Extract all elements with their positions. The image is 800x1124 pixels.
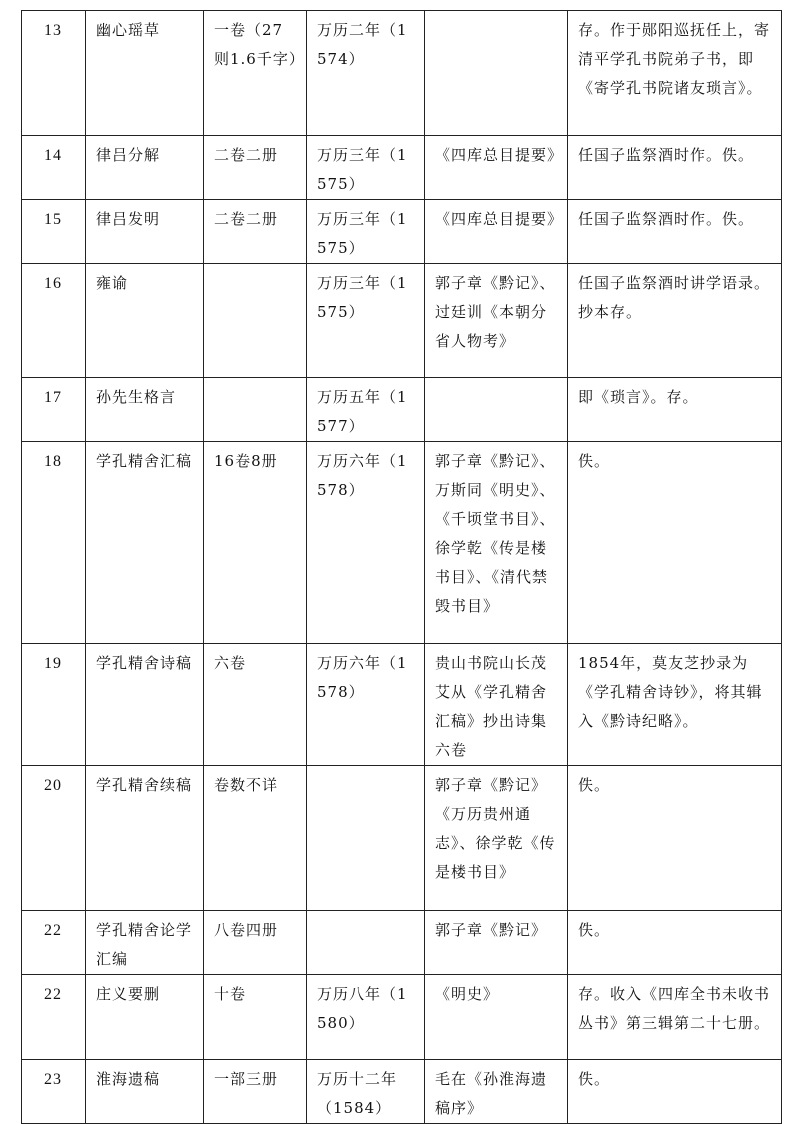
row-number: 18 (22, 442, 86, 644)
composition-date (307, 911, 425, 975)
source-reference: 贵山书院山长茂艾从《学孔精舍汇稿》抄出诗集六卷 (425, 644, 568, 766)
composition-date: 万历八年（1580） (307, 975, 425, 1060)
composition-date: 万历十二年（1584） (307, 1060, 425, 1124)
table-row (22, 136, 782, 200)
composition-date (307, 766, 425, 911)
source-reference: 郭子章《黔记》、过廷训《本朝分省人物考》 (425, 264, 568, 378)
row-number: 17 (22, 378, 86, 442)
work-title: 幽心瑶草 (86, 11, 204, 136)
table-row (22, 644, 782, 766)
status-note: 任国子监祭酒时讲学语录。抄本存。 (568, 264, 782, 378)
status-note: 1854年，莫友芝抄录为《学孔精舍诗钞》，将其辑入《黔诗纪略》。 (568, 644, 782, 766)
composition-date: 万历三年（1575） (307, 264, 425, 378)
table-row (22, 766, 782, 911)
volume-count: 二卷二册 (204, 200, 307, 264)
composition-date: 万历六年（1578） (307, 644, 425, 766)
volume-count: 六卷 (204, 644, 307, 766)
composition-date: 万历二年（1574） (307, 11, 425, 136)
composition-date: 万历三年（1575） (307, 200, 425, 264)
table-row (22, 1060, 782, 1124)
work-title: 学孔精舍诗稿 (86, 644, 204, 766)
volume-count: 16卷8册 (204, 442, 307, 644)
volume-count (204, 264, 307, 378)
work-title: 律吕发明 (86, 200, 204, 264)
row-number: 23 (22, 1060, 86, 1124)
row-number: 20 (22, 766, 86, 911)
status-note: 佚。 (568, 766, 782, 911)
row-number: 14 (22, 136, 86, 200)
work-title: 学孔精舍续稿 (86, 766, 204, 911)
table-row (22, 264, 782, 378)
volume-count: 一卷（27则1.6千字） (204, 11, 307, 136)
composition-date: 万历六年（1578） (307, 442, 425, 644)
volume-count: 一部三册 (204, 1060, 307, 1124)
status-note: 即《琐言》。存。 (568, 378, 782, 442)
work-title: 雍谕 (86, 264, 204, 378)
status-note: 佚。 (568, 442, 782, 644)
volume-count (204, 378, 307, 442)
work-title: 淮海遗稿 (86, 1060, 204, 1124)
work-title: 学孔精舍论学汇编 (86, 911, 204, 975)
source-reference (425, 11, 568, 136)
source-reference: 毛在《孙淮海遗稿序》 (425, 1060, 568, 1124)
status-note: 存。作于郧阳巡抚任上，寄清平学孔书院弟子书，即《寄学孔书院诸友琐言》。 (568, 11, 782, 136)
bibliography-table (21, 10, 782, 1124)
row-number: 13 (22, 11, 86, 136)
status-note: 存。收入《四库全书未收书丛书》第三辑第二十七册。 (568, 975, 782, 1060)
volume-count: 二卷二册 (204, 136, 307, 200)
table-row (22, 442, 782, 644)
row-number: 19 (22, 644, 86, 766)
row-number: 22 (22, 975, 86, 1060)
volume-count: 八卷四册 (204, 911, 307, 975)
work-title: 律吕分解 (86, 136, 204, 200)
row-number: 15 (22, 200, 86, 264)
source-reference: 郭子章《黔记》《万历贵州通志》、徐学乾《传是楼书目》 (425, 766, 568, 911)
table-row (22, 200, 782, 264)
composition-date: 万历五年（1577） (307, 378, 425, 442)
source-reference: 《明史》 (425, 975, 568, 1060)
table-row (22, 975, 782, 1060)
table-row (22, 911, 782, 975)
table-row (22, 11, 782, 136)
volume-count: 卷数不详 (204, 766, 307, 911)
status-note: 任国子监祭酒时作。佚。 (568, 200, 782, 264)
source-reference: 郭子章《黔记》 (425, 911, 568, 975)
status-note: 佚。 (568, 911, 782, 975)
work-title: 学孔精舍汇稿 (86, 442, 204, 644)
source-reference: 《四库总目提要》 (425, 200, 568, 264)
volume-count: 十卷 (204, 975, 307, 1060)
table-row (22, 378, 782, 442)
source-reference: 《四库总目提要》 (425, 136, 568, 200)
work-title: 庄义要删 (86, 975, 204, 1060)
source-reference: 郭子章《黔记》、万斯同《明史》、《千顷堂书目》、徐学乾《传是楼书目》、《清代禁毁书目》 (425, 442, 568, 644)
row-number: 22 (22, 911, 86, 975)
work-title: 孙先生格言 (86, 378, 204, 442)
composition-date: 万历三年（1575） (307, 136, 425, 200)
row-number: 16 (22, 264, 86, 378)
source-reference (425, 378, 568, 442)
status-note: 任国子监祭酒时作。佚。 (568, 136, 782, 200)
status-note: 佚。 (568, 1060, 782, 1124)
